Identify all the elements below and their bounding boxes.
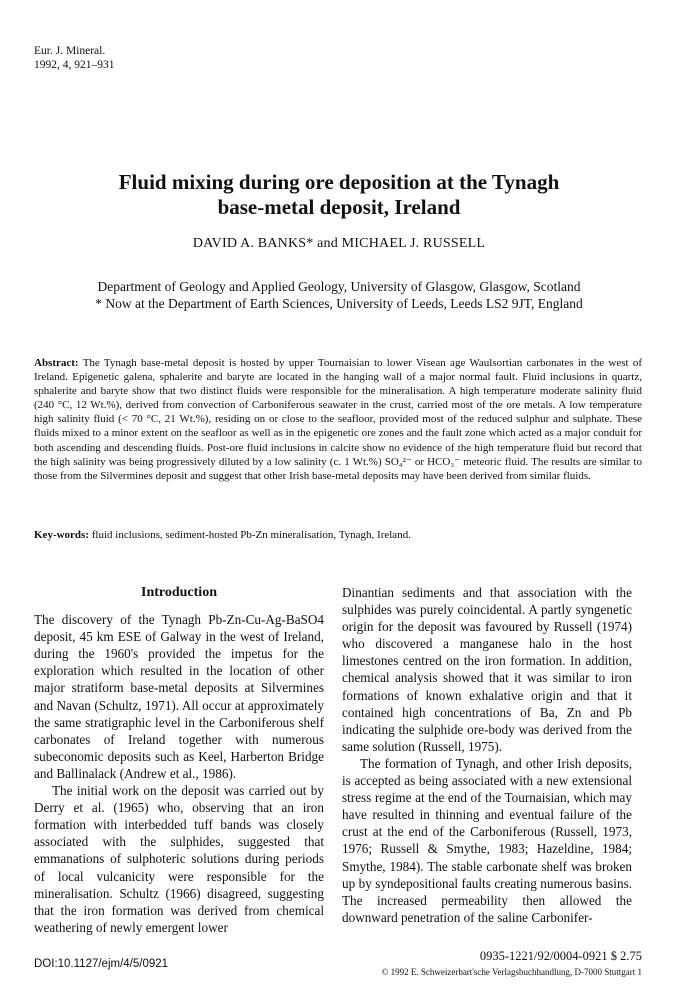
price-code: 0935-1221/92/0004-0921 $ 2.75 (479, 949, 642, 963)
paper-title (0, 170, 678, 220)
abstract (34, 356, 642, 483)
keywords (34, 529, 642, 541)
paragraph-right-1: Dinantian sediments and that association with the sulphides was purely coincidental. A partly syngenetic origin for the deposit was favoured by Russell (1974) who discovered a manganese halo in the host limestones centred on the iron formation. In addition, chemical analysis showed that it was similar to iron formations of known exhalative origin and that it contained high concentrations of Ba, Zn and Pb indicating the sulphide ore-body was derived from the same solution (Russell, 1975). (342, 585, 632, 754)
publisher-copyright: © 1992 E. Schweizerbart'sche Verlagsbuchhandlung, D-7000 Stuttgart 1 (381, 967, 642, 977)
left-column (34, 584, 324, 936)
paragraph-right-2: The formation of Tynagh, and other Irish deposits, is accepted as being associated with a new extensional stress regime at the end of the Tournaisian, which may have resulted in thinning and eventual failure of the crust at the end of the Carboniferous (Russell, 1973, 1976; Russell & Smythe, 1983; Hazeldine, 1984; Smythe, 1984). The stable carbonate shelf was broken up by syndepositional faults creating numerous basins. The increased permeability then allowed the downward penetration of the saline Carbonifer- (342, 755, 632, 925)
right-column (342, 584, 632, 926)
keywords-text: fluid inclusions, sediment-hosted Pb-Zn mineralisation, Tynagh, Ireland. (91, 529, 411, 541)
title-line-2: base-metal deposit, Ireland (217, 195, 461, 219)
abstract-text: The Tynagh base-metal deposit is hosted by upper Tournaisian to lower Visean age Waulsortian carbonates in the west of Ireland. Epigenetic galena, sphalerite and baryte are located in the hanging wall of a major normal fault. Fluid inclusions in quartz, sphalerite and baryte show that two distinct fluids were responsible for the mineralisation. A high temperature moderate salinity fluid (240 °C, 12 Wt.%), derived from convection of Carboniferous seawater in the crust, carried most of the ore metals. A low temperature high salinity fluid (< 70 °C, 21 Wt.%), residing on or close to the seafloor, provided most of the reduced sulphur and sulphate. These fluids mixed to a minor extent on the seafloor as well as in the epigenetic ore zones and the fault zone which acted as a major conduit for both ascending and descending fluids. Post-ore fluid inclusions in calcite show no evidence of the high temperature fluid but record that the high salinity was being progressively diluted by a low salinity (c. 1 Wt.%) SO₄²⁻ or HCO₃⁻ meteoric fluid. The results are similar to those from the Silvermines deposit and suggest that other Irish base-metal deposits may have been derived from similar fluids. (34, 357, 642, 482)
journal-volume: 1992, 4, 921–931 (34, 59, 115, 71)
keywords-label: Key-words: (34, 529, 89, 541)
authors: DAVID A. BANKS* and MICHAEL J. RUSSELL (192, 236, 486, 251)
section-heading-introduction: Introduction (141, 585, 217, 600)
journal-citation (34, 44, 115, 72)
affiliations (0, 278, 678, 312)
journal-name: Eur. J. Mineral. (34, 45, 106, 57)
title-line-1: Fluid mixing during ore deposition at the Tynagh (118, 170, 560, 194)
affiliation-2: * Now at the Department of Earth Sciences, University of Leeds, Leeds LS2 9JT, England (95, 296, 583, 311)
paragraph-left-1: The discovery of the Tynagh Pb-Zn-Cu-Ag-BaSO4 deposit, 45 km ESE of Galway in the west of Ireland, during the 1960's provided the impetus for the exploration which resulted in the location of other major stratiform base-metal deposits at Silvermines and Navan (Schultz, 1971). All occur at approximately the same stratigraphic level in the Carboniferous shelf carbonates of Ireland together with numerous subeconomic deposits such as Keel, Harberton Bridge and Ballinalack (Andrew et al., 1986). (34, 612, 324, 781)
affiliation-1: Department of Geology and Applied Geology, University of Glasgow, Glasgow, Scotland (97, 279, 581, 294)
abstract-label: Abstract: (34, 357, 79, 369)
paragraph-left-2: The initial work on the deposit was carried out by Derry et al. (1965) who, observing that an iron formation with interbedded tuff bands was closely associated with the sulphides, suggested that emmanations of sulphoteric solutions during periods of local vulcanicity were responsible for the mineralisation. Schultz (1966) disagreed, suggesting that the iron formation was derived from chemical weathering of newly emergent lower (34, 783, 324, 935)
doi: DOI:10.1127/ejm/4/5/0921 (34, 958, 169, 970)
